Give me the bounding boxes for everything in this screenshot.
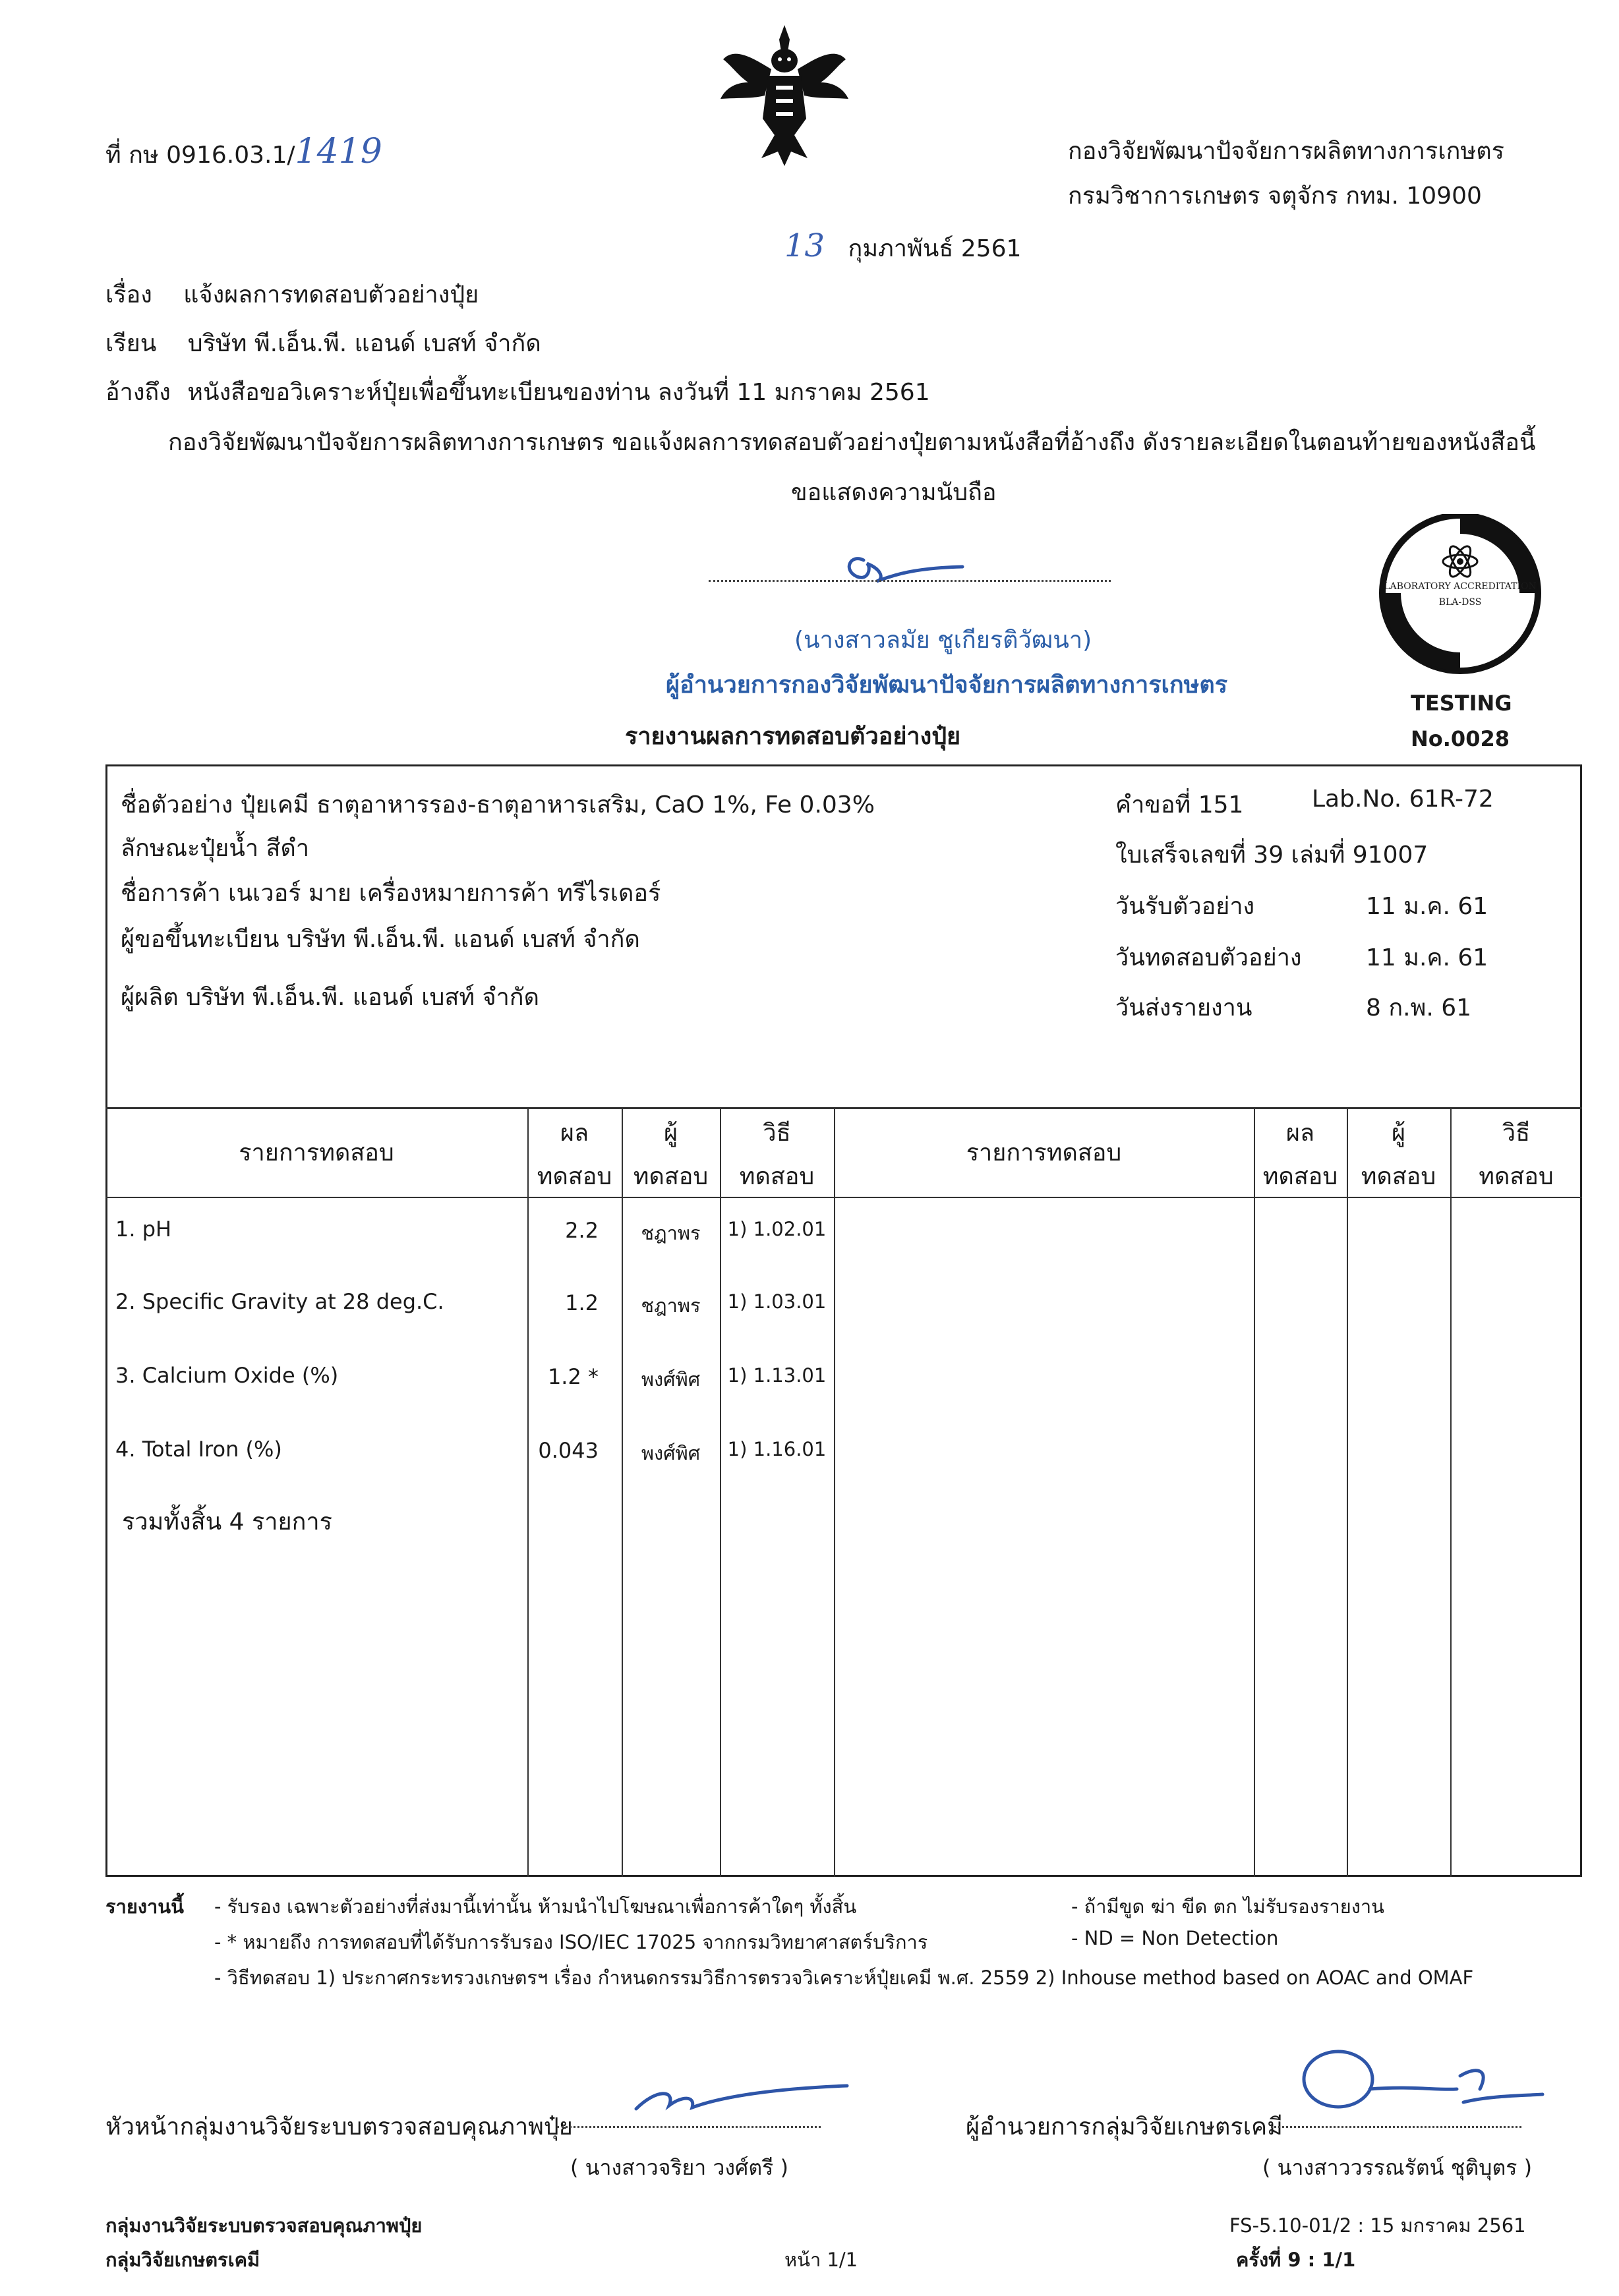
form-code: FS-5.10-01/2 : 15 มกราคม 2561 [1229,2214,1526,2237]
receipt-number: ใบเสร็จเลขที่ 39 เล่มที่ 91007 [1115,842,1428,869]
document-number-handwritten: 1419 [295,132,382,171]
sample-appearance: ลักษณะปุ๋ยน้ำ สีดำ [121,835,310,862]
recipient-row [105,324,541,362]
accreditation-seal [1371,514,1549,679]
tested-label: วันทดสอบตัวอย่าง [1115,944,1302,971]
left-signer-title: หัวหน้ากลุ่มงานวิจัยระบบตรวจสอบคุณภาพปุ๋ย [105,2113,573,2140]
document-number-label: ที่ กษ 0916.03.1/ [105,142,295,169]
row-4-result: 0.043 [538,1438,599,1463]
header-result-right-2: ทดสอบ [1262,1163,1338,1190]
signer-title: ผู้อำนวยการกองวิจัยพัฒนาปัจจัยการผลิตทางการเกษตร [666,672,1228,699]
report-title: รายงานผลการทดสอบตัวอย่างปุ๋ย [625,723,961,750]
received-date: 11 ม.ค. 61 [1366,893,1488,920]
col-line [834,1107,835,1877]
garuda-emblem [715,20,854,171]
note-3: - วิธีทดสอบ 1) ประกาศกระทรวงเกษตรฯ เรื่อง กำหนดกรรมวิธีการตรวจวิเคราะห์ปุ๋ยเคมี พ.ศ. 2559 2) Inhouse method based on AOAC and OMAF [214,1966,1474,1989]
header-item-right: รายการทดสอบ [966,1139,1122,1166]
footer-group: กลุ่มงานวิจัยระบบตรวจสอบคุณภาพปุ๋ย [105,2214,423,2237]
info-divider [105,1107,1582,1109]
left-signature-line [557,2126,821,2128]
closing: ขอแสดงความนับถือ [791,479,997,506]
letter-body: กองวิจัยพัฒนาปัจจัยการผลิตทางการเกษตร ขอแจ้งผลการทดสอบตัวอย่างปุ๋ยตามหนังสือที่อ้างถึง ดังรายละเอียดในตอนท้ายของหนังสือนี้ [168,429,1536,456]
row-2-method: 1) 1.03.01 [727,1290,827,1313]
recipient-text: บริษัท พี.เอ็น.พี. แอนด์ เบสท์ จำกัด [187,330,541,357]
subject-row [105,275,479,313]
footer-division: กลุ่มวิจัยเกษตรเคมี [105,2249,260,2271]
note-2: - * หมายถึง การทดสอบที่ได้รับการรับรอง ISO/IEC 17025 จากกรมวิทยาศาสตร์บริการ [214,1931,928,1953]
row-1-result: 2.2 [565,1218,599,1243]
signer-name: (นางสาวลมัย ชูเกียรติวัฒนา) [794,627,1092,654]
producer: ผู้ผลิต บริษัท พี.เอ็น.พี. แอนด์ เบสท์ จำกัด [121,984,539,1011]
right-signer-name: ( นางสาววรรณรัตน์ ชุติบุตร ) [1262,2155,1533,2180]
row-4-tester: พงศ์พิศ [641,1442,701,1464]
director-signature [837,540,969,593]
col-line [1347,1107,1348,1877]
row-2-item: 2. Specific Gravity at 28 deg.C. [115,1289,444,1314]
left-signer-name: ( นางสาวจริยา วงศ์ตรี ) [570,2155,788,2180]
total-items: รวมทั้งสิ้น 4 รายการ [122,1508,332,1535]
note-1: - รับรอง เฉพาะตัวอย่างที่ส่งมานี้เท่านั้น ห้ามนำไปโฆษณาเพื่อการค้าใดๆ ทั้งสิ้น [214,1895,857,1918]
right-signature-line [1271,2126,1521,2128]
row-1-tester: ชฎาพร [641,1222,701,1244]
subject-label: เรื่อง [105,281,152,308]
reference-row [105,373,930,411]
header-method-1: วิธี [763,1120,791,1147]
header-tester-right-1: ผู้ [1391,1120,1406,1147]
signature-line [709,580,1111,582]
org-address: กรมวิชาการเกษตร จตุจักร กทม. 10900 [1068,183,1482,210]
note-2-right: - ND = Non Detection [1071,1927,1279,1949]
seal-text-1: LABORATORY ACCREDITATION [1384,581,1537,592]
header-method-2: ทดสอบ [739,1163,815,1190]
col-line [1254,1107,1255,1877]
letter-date [784,227,1021,267]
right-signer-title: ผู้อำนวยการกลุ่มวิจัยเกษตรเคมี [966,2113,1283,2140]
received-label: วันรับตัวอย่าง [1115,893,1255,920]
date-day-handwritten: 13 [784,227,825,264]
date-month-year: กุมภาพันธ์ 2561 [848,235,1022,262]
request-number: คำขอที่ 151 [1115,791,1244,818]
left-signature [630,2069,854,2129]
col-line [1450,1107,1452,1877]
header-method-right-1: วิธี [1502,1120,1531,1147]
registrant: ผู้ขอขึ้นทะเบียน บริษัท พี.เอ็น.พี. แอนด์ เบสท์ จำกัด [121,926,640,953]
header-method-right-2: ทดสอบ [1479,1163,1554,1190]
row-4-method: 1) 1.16.01 [727,1438,827,1460]
revision: ครั้งที่ 9 : 1/1 [1236,2249,1356,2271]
notes-label: รายงานนี้ [105,1895,184,1918]
page-number: หน้า 1/1 [784,2249,858,2271]
header-result-2: ทดสอบ [537,1163,612,1190]
subject-text: แจ้งผลการทดสอบตัวอย่างปุ๋ย [183,281,479,308]
header-item: รายการทดสอบ [239,1139,394,1166]
sent-label: วันส่งรายงาน [1115,994,1252,1021]
lab-number: Lab.No. 61R-72 [1312,786,1494,813]
row-2-tester: ชฎาพร [641,1294,701,1317]
row-3-method: 1) 1.13.01 [727,1364,827,1387]
right-signature [1292,2030,1556,2129]
testing-label: TESTING [1411,691,1512,716]
row-3-result: 1.2 * [547,1364,599,1389]
reference-text: หนังสือขอวิเคราะห์ปุ๋ยเพื่อขึ้นทะเบียนของท่าน ลงวันที่ 11 มกราคม 2561 [187,379,930,406]
header-result-right-1: ผล [1285,1120,1315,1147]
tested-date: 11 ม.ค. 61 [1366,944,1488,971]
sent-date: 8 ก.พ. 61 [1366,994,1472,1021]
table-header-divider [105,1197,1582,1198]
trade-name: ชื่อการค้า เนเวอร์ มาย เครื่องหมายการค้า ทรีไรเดอร์ [121,880,661,907]
seal-text-2: BLA-DSS [1438,597,1482,608]
header-result-1: ผล [560,1120,589,1147]
header-tester-right-2: ทดสอบ [1361,1163,1436,1190]
row-1-item: 1. pH [115,1217,172,1242]
header-tester-2: ทดสอบ [633,1163,709,1190]
org-name: กองวิจัยพัฒนาปัจจัยการผลิตทางการเกษตร [1068,138,1504,165]
row-2-result: 1.2 [565,1290,599,1315]
reference-label: อ้างถึง [105,379,171,406]
row-3-tester: พงศ์พิศ [641,1368,701,1391]
note-1-right: - ถ้ามีขูด ฆ่า ขีด ตก ไม่รับรองรายงาน [1071,1895,1384,1918]
header-tester-1: ผู้ [663,1120,678,1147]
sample-name: ชื่อตัวอย่าง ปุ๋ยเคมี ธาตุอาหารรอง-ธาตุอาหารเสริม, CaO 1%, Fe 0.03% [121,791,875,818]
row-4-item: 4. Total Iron (%) [115,1437,282,1462]
row-3-item: 3. Calcium Oxide (%) [115,1363,339,1388]
row-1-method: 1) 1.02.01 [727,1218,827,1240]
testing-number: No.0028 [1411,726,1510,751]
recipient-label: เรียน [105,330,157,357]
document-number-row [105,132,382,173]
